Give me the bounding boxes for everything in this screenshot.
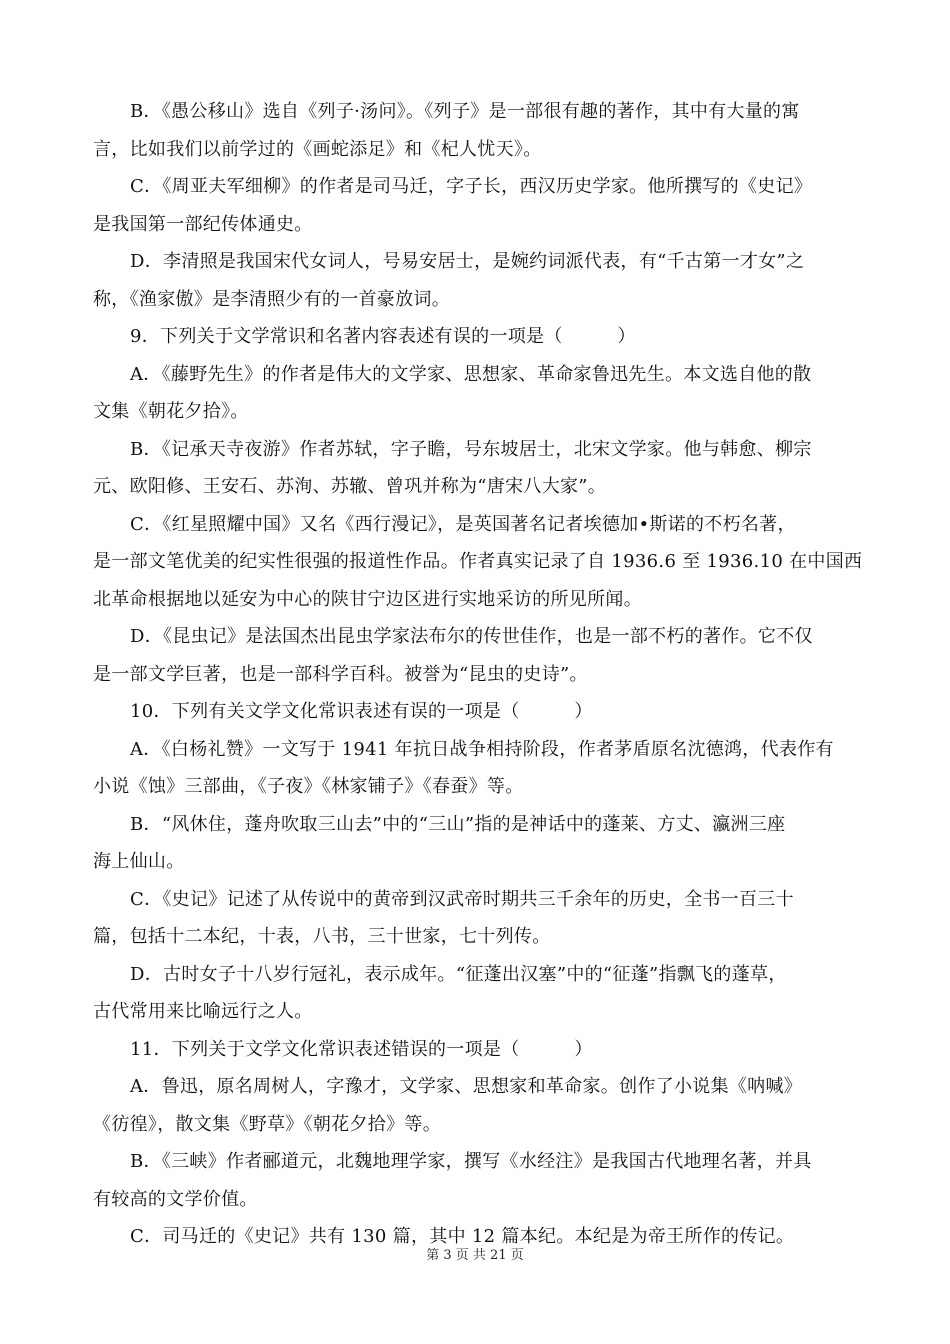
q10-option-b-line-1: B．“风休住，蓬舟吹取三山去”中的“三山”指的是神话中的蓬莱、方丈、瀛洲三座 — [130, 813, 786, 835]
q11-option-a-line-2: 《彷徨》，散文集《野草》《朝花夕拾》等。 — [93, 1113, 441, 1135]
q9-option-a-line-1: A．《藤野先生》的作者是伟大的文学家、思想家、革命家鲁迅先生。本文选自他的散 — [130, 363, 812, 385]
q9-option-b-line-2: 元、欧阳修、王安石、苏洵、苏辙、曾巩并称为“唐宋八大家”。 — [93, 476, 607, 497]
q10-option-c-line-1: C．《史记》记述了从传说中的黄帝到汉武帝时期共三千余年的历史，全书一百三十 — [130, 888, 794, 910]
q10-option-c-line-2: 篇，包括十二本纪，十表，八书，三十世家，七十列传。 — [93, 926, 551, 947]
page-footer: 第 3 页 共 21 页 — [426, 1248, 524, 1263]
option-d-line-2: 称，《渔家傲》是李清照少有的一首豪放词。 — [93, 288, 450, 310]
q11-option-c-line-1: C．司马迁的《史记》共有 130 篇，其中 12 篇本纪。本纪是为帝王所作的传记。 — [130, 1226, 795, 1247]
option-c-line-1: C．《周亚夫军细柳》的作者是司马迁，字子长，西汉历史学家。他所撰写的《史记》 — [130, 176, 813, 197]
q10-option-b-line-2: 海上仙山。 — [93, 851, 185, 872]
q9-option-b-line-1: B．《记承天寺夜游》作者苏轼，字子瞻，号东坡居士，北宋文学家。他与韩愈、柳宗 — [130, 438, 812, 460]
q10-option-d-line-2: 古代常用来比喻远行之人。 — [93, 1001, 313, 1022]
q9-option-c-line-2: 是一部文笔优美的纪实性很强的报道性作品。作者真实记录了自 1936.6 至 1936.10 在中国西 — [93, 551, 863, 572]
document-body — [93, 93, 861, 1256]
q10-option-a-line-1: A．《白杨礼赞》一文写于 1941 年抗日战争相持阶段，作者茅盾原名沈德鸿，代表作有 — [130, 738, 834, 760]
q9-option-c-line-1: C．《红星照耀中国》又名《西行漫记》，是英国著名记者埃德加•斯诺的不朽名著， — [130, 513, 796, 535]
question-9: 9．下列关于文学常识和名著内容表述有误的一项是（ ） — [130, 326, 636, 347]
q9-option-d-line-1: D．《昆虫记》是法国杰出昆虫学家法布尔的传世佳作，也是一部不朽的著作。它不仅 — [130, 626, 813, 647]
question-11: 11．下列关于文学文化常识表述错误的一项是（ ） — [130, 1038, 593, 1060]
q10-option-d-line-1: D．古时女子十八岁行冠礼，表示成年。“征蓬出汉塞”中的“征蓬”指飘飞的蓬草， — [130, 963, 787, 985]
option-b-line-2: 言，比如我们以前学过的《画蛇添足》和《杞人忧天》。 — [93, 138, 542, 160]
option-c-line-2: 是我国第一部纪传体通史。 — [93, 213, 313, 235]
question-10: 10．下列有关文学文化常识表述有误的一项是（ ） — [130, 701, 593, 722]
q9-option-d-line-2: 是一部文学巨著，也是一部科学百科。被誉为“昆虫的史诗”。 — [93, 663, 588, 685]
option-d-line-1: D．李清照是我国宋代女词人，号易安居士，是婉约词派代表，有“千古第一才女”之 — [130, 251, 805, 272]
q9-option-c-line-3: 北革命根据地以延安为中心的陕甘宁边区进行实地采访的所见所闻。 — [93, 588, 642, 610]
q11-option-b-line-2: 有较高的文学价值。 — [93, 1188, 258, 1210]
q11-option-a-line-1: A．鲁迅，原名周树人，字豫才，文学家、思想家和革命家。创作了小说集《呐喊》 — [130, 1076, 803, 1097]
q9-option-a-line-2: 文集《朝花夕拾》。 — [93, 401, 249, 422]
q10-option-a-line-2: 小说《蚀》三部曲，《子夜》《林家铺子》《春蚕》等。 — [93, 776, 524, 797]
option-b-line-1: B．《愚公移山》选自《列子·汤问》。《列子》是一部很有趣的著作，其中有大量的寓 — [130, 101, 800, 122]
q11-option-b-line-1: B．《三峡》作者郦道元，北魏地理学家，撰写《水经注》是我国古代地理名著，并具 — [130, 1151, 812, 1172]
